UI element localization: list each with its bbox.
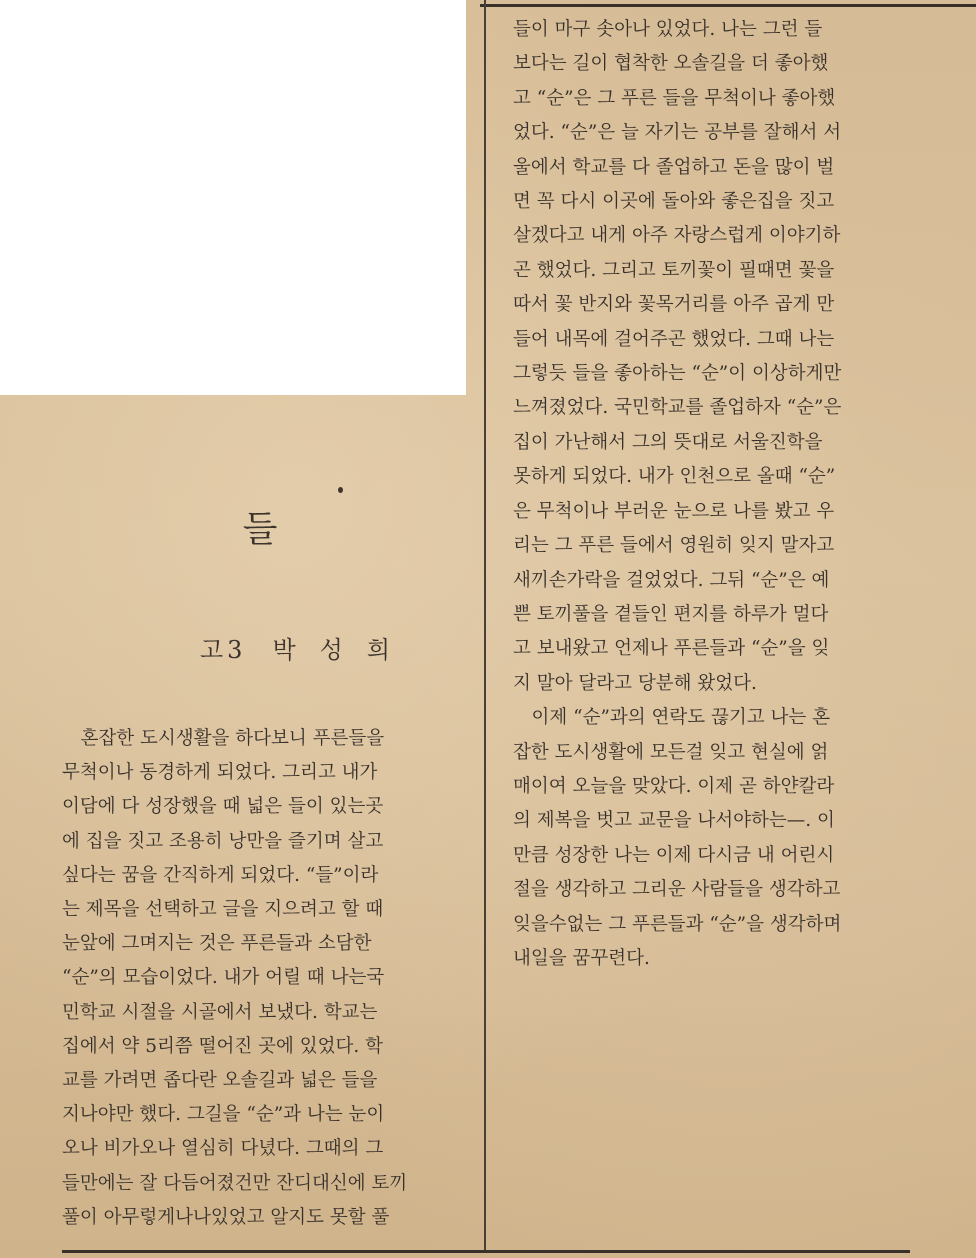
right-column-text [513, 13, 918, 976]
text-line: 무척이나 동경하게 되었다. 그리고 내가 [62, 762, 378, 784]
text-line: 따서 꽃 반지와 꽃목거리를 아주 곱게 만 [513, 294, 835, 316]
text-line: 못하게 되었다. 내가 인천으로 올때 “순” [513, 466, 836, 488]
text-line: 혼잡한 도시생활을 하다보니 푸른들을 [62, 728, 385, 749]
text-line: 집이 가난해서 그의 뜻대로 서울진학을 [513, 431, 823, 453]
text-line: 잡한 도시생활에 모든걸 잊고 현실에 얽 [513, 741, 829, 763]
text-line: 쁜 토끼풀을 곁들인 편지를 하루가 멀다 [513, 603, 829, 625]
text-line: 살겠다고 내게 아주 자랑스럽게 이야기하 [513, 225, 841, 247]
text-line: “순”의 모습이었다. 내가 어릴 때 나는국 [62, 967, 385, 989]
blank-patch [0, 0, 466, 395]
text-line: 리는 그 푸른 들에서 영원히 잊지 말자고 [513, 535, 835, 557]
text-line: 들만에는 잘 다듬어졌건만 잔디대신에 토끼 [62, 1172, 408, 1194]
text-line: 그렇듯 들을 좋아하는 “순”이 이상하게만 [513, 363, 842, 385]
text-line: 새끼손가락을 걸었었다. 그뒤 “순”은 예 [513, 569, 830, 591]
text-line: 이담에 다 성장했을 때 넓은 들이 있는곳 [62, 796, 384, 818]
text-line: 면 꼭 다시 이곳에 돌아와 좋은집을 짓고 [513, 191, 835, 213]
text-line: 지나야만 했다. 그길을 “순”과 나는 눈이 [62, 1104, 385, 1126]
text-line: 민학교 시절을 시골에서 보냈다. 학교는 [62, 1001, 378, 1023]
bottom-rule [62, 1250, 910, 1253]
text-line: 곤 했었다. 그리고 토끼꽃이 필때면 꽃을 [513, 259, 835, 281]
top-rule [480, 4, 976, 7]
text-line: 눈앞에 그며지는 것은 푸른들과 소담한 [62, 933, 372, 955]
text-line: 은 무척이나 부러운 눈으로 나를 봤고 우 [513, 500, 835, 522]
text-line: 고 “순”은 그 푸른 들을 무척이나 좋아했 [513, 87, 836, 109]
text-line: 만큼 성장한 나는 이제 다시금 내 어린시 [513, 844, 835, 866]
text-line: 풀이 아무렇게나나있었고 알지도 못할 풀 [62, 1206, 390, 1228]
text-line: 울에서 학교를 다 졸업하고 돈을 많이 벌 [513, 156, 835, 178]
byline-grade: 고3 [200, 636, 247, 664]
text-line: 싶다는 꿈을 간직하게 되었다. “들”이라 [62, 864, 379, 886]
text-line: 지 말아 달라고 당분해 왔었다. [513, 672, 757, 694]
text-line: 매이여 오늘을 맞았다. 이제 곧 하얀칼라 [513, 775, 835, 797]
text-line: 었다. “순”은 늘 자기는 공부를 잘해서 서 [513, 122, 842, 144]
article-title: 들 [242, 509, 278, 550]
text-line: 내일을 꿈꾸련다. [513, 947, 650, 969]
column-divider [484, 0, 486, 1250]
text-line: 들어 내목에 걸어주곤 했었다. 그때 나는 [513, 328, 835, 350]
text-line: 는 제목을 선택하고 글을 지으려고 할 때 [62, 899, 384, 921]
text-line: 집에서 약 5리쯤 떨어진 곳에 있었다. 학 [62, 1035, 384, 1057]
text-line: 의 제복을 벗고 교문을 나서야하는—. 이 [513, 810, 835, 832]
text-line: 에 집을 짓고 조용히 낭만을 즐기며 살고 [62, 830, 384, 852]
text-line: 들이 마구 솟아나 있었다. 나는 그런 들 [513, 19, 823, 40]
text-line: 보다는 길이 협착한 오솔길을 더 좋아했 [513, 53, 829, 75]
text-line: 이제 “순”과의 연락도 끊기고 나는 혼 [513, 707, 831, 729]
text-line: 절을 생각하고 그리운 사람들을 생각하고 [513, 879, 841, 901]
text-line: 느껴졌었다. 국민학교를 졸업하자 “순”은 [513, 397, 842, 419]
text-line: 고 보내왔고 언제나 푸른들과 “순”을 잊 [513, 638, 830, 660]
text-line: 오나 비가오나 열심히 다녔다. 그때의 그 [62, 1138, 384, 1160]
text-line: 잊을수없는 그 푸른들과 “순”을 생각하며 [513, 913, 842, 935]
text-line: 교를 가려면 좁다란 오솔길과 넓은 들을 [62, 1070, 378, 1092]
ink-speck [338, 487, 343, 493]
byline-name: 박성희 [272, 636, 415, 664]
byline [200, 632, 460, 668]
left-column-text [62, 722, 467, 1235]
